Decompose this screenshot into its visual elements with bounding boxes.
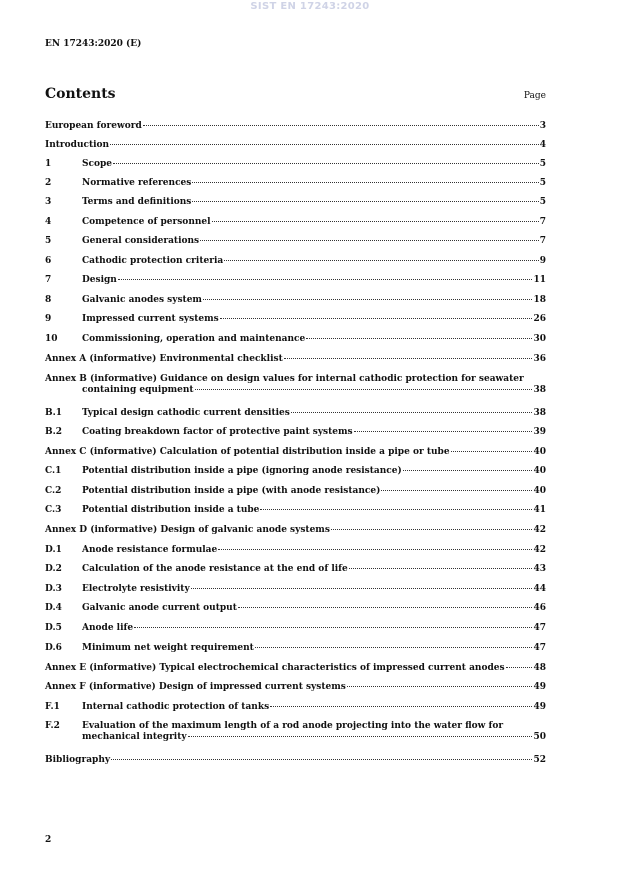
toc-entry[interactable] (45, 623, 546, 634)
toc-entry-title: Annex F (informative) Design of impressed current systems (45, 682, 346, 692)
toc-entry-number: F.1 (45, 702, 60, 712)
toc-entry[interactable] (45, 603, 546, 614)
toc-entry[interactable] (45, 354, 546, 365)
toc-entry[interactable] (45, 275, 546, 286)
dot-leader (349, 568, 533, 569)
toc-entry-title: Terms and definitions (82, 197, 192, 207)
toc-entry-number: 3 (45, 197, 52, 207)
toc-entry-number: 2 (45, 178, 52, 188)
toc-entry-title: Annex B (informative) Guidance on design values for internal cathodic protection for seawater (45, 374, 524, 384)
toc-entry-title: Bibliography (45, 755, 111, 765)
toc-entry[interactable] (45, 663, 546, 674)
dot-leader (218, 549, 532, 550)
toc-entry-number: C.3 (45, 505, 62, 515)
toc-entry[interactable] (45, 295, 546, 306)
toc-entry-number: 4 (45, 217, 52, 227)
dot-leader (203, 299, 533, 300)
toc-entry-page: 47 (533, 623, 546, 633)
toc-entry-page: 43 (533, 564, 546, 574)
toc-entry-page: 38 (533, 385, 546, 395)
toc-entry-number: B.1 (45, 408, 63, 418)
toc-entry-title: Annex D (informative) Design of galvanic anode systems (45, 525, 330, 535)
toc-entry-number: 9 (45, 314, 52, 324)
document-id: EN 17243:2020 (E) (45, 39, 142, 49)
toc-entry-number: 7 (45, 275, 52, 285)
toc-entry-page: 4 (539, 140, 546, 150)
dot-leader (306, 338, 532, 339)
toc-entry-page: 50 (533, 732, 546, 742)
toc-entry[interactable] (45, 121, 546, 132)
toc-entry[interactable] (45, 564, 546, 575)
toc-entry-page: 5 (539, 159, 546, 169)
dot-leader (192, 201, 538, 202)
toc-entry-page: 40 (533, 447, 546, 457)
toc-entry[interactable] (45, 236, 546, 247)
dot-leader (403, 470, 533, 471)
toc-entry[interactable] (45, 217, 546, 228)
page-title: Contents (45, 86, 116, 102)
dot-leader (260, 509, 532, 510)
toc-entry-title: Calculation of the anode resistance at the end of life (82, 564, 348, 574)
toc-entry[interactable] (45, 427, 546, 438)
toc-entry-number: C.1 (45, 466, 62, 476)
toc-entry-page: 40 (533, 466, 546, 476)
toc-entry-page: 36 (533, 354, 546, 364)
toc-entry-title: Internal cathodic protection of tanks (82, 702, 270, 712)
toc-entry[interactable] (45, 486, 546, 497)
toc-entry-number: D.1 (45, 545, 62, 555)
toc-entry-title: Normative references (82, 178, 192, 188)
toc-entry-title: Introduction (45, 140, 110, 150)
toc-entry-number: 5 (45, 236, 52, 246)
toc-entry-page: 48 (533, 663, 546, 673)
dot-leader (255, 647, 533, 648)
toc-entry-title: Annex E (informative) Typical electrochemical characteristics of impressed current anodes (45, 663, 505, 673)
toc-entry-page: 5 (539, 197, 546, 207)
dot-leader (195, 389, 533, 390)
dot-leader (354, 431, 533, 432)
toc-entry-title: Annex C (informative) Calculation of potential distribution inside a pipe or tube (45, 447, 450, 457)
dot-leader (192, 182, 538, 183)
dot-leader (347, 686, 533, 687)
dot-leader (220, 318, 533, 319)
toc-entry-title: Galvanic anodes system (82, 295, 202, 305)
toc-entry-title-continued: containing equipment (82, 385, 194, 395)
page-number: 2 (45, 835, 52, 845)
toc-entry-page: 11 (533, 275, 546, 285)
dot-leader (191, 588, 533, 589)
dot-leader (143, 125, 539, 126)
dot-leader (224, 260, 539, 261)
toc-entry-number: D.6 (45, 643, 62, 653)
toc-entry[interactable] (45, 721, 546, 743)
toc-entry-page: 9 (539, 256, 546, 266)
toc-entry-page: 41 (533, 505, 546, 515)
page-column-label: Page (523, 91, 546, 101)
toc-entry[interactable] (45, 755, 546, 766)
dot-leader (200, 240, 539, 241)
toc-entry-title: Commissioning, operation and maintenance (82, 334, 306, 344)
toc-entry-title: Anode resistance formulae (82, 545, 218, 555)
toc-entry-number: 8 (45, 295, 52, 305)
watermark: SIST EN 17243:2020 (250, 1, 370, 12)
toc-entry-number: C.2 (45, 486, 62, 496)
toc-entry[interactable] (45, 140, 546, 151)
toc-entry-page: 30 (533, 334, 546, 344)
toc-entry-title: Potential distribution inside a pipe (ignoring anode resistance) (82, 466, 402, 476)
dot-leader (238, 607, 533, 608)
toc-entry[interactable] (45, 682, 546, 693)
dot-leader (111, 759, 532, 760)
toc-entry-number: D.3 (45, 584, 62, 594)
dot-leader (134, 627, 532, 628)
toc-entry[interactable] (45, 408, 546, 419)
toc-entry-title: Minimum net weight requirement (82, 643, 254, 653)
toc-entry-title: Potential distribution inside a pipe (with anode resistance) (82, 486, 381, 496)
dot-leader (110, 144, 539, 145)
dot-leader (506, 667, 533, 668)
toc-entry[interactable] (45, 314, 546, 325)
dot-leader (291, 412, 533, 413)
dot-leader (284, 358, 533, 359)
toc-entry-number: F.2 (45, 721, 60, 731)
toc-entry-number: 10 (45, 334, 58, 344)
toc-entry-page: 42 (533, 545, 546, 555)
toc-entry-title: Potential distribution inside a tube (82, 505, 260, 515)
toc-entry[interactable] (45, 197, 546, 208)
toc-entry[interactable] (45, 334, 546, 345)
toc-entry[interactable] (45, 178, 546, 189)
dot-leader (451, 451, 533, 452)
toc-entry-page: 40 (533, 486, 546, 496)
toc-entry-page: 3 (539, 121, 546, 131)
toc-entry-title: European foreword (45, 121, 142, 131)
dot-leader (270, 706, 532, 707)
toc-entry-page: 18 (533, 295, 546, 305)
toc-entry[interactable] (45, 643, 546, 654)
toc-entry-number: B.2 (45, 427, 63, 437)
toc-entry-page: 49 (533, 682, 546, 692)
toc-entry-title: Competence of personnel (82, 217, 211, 227)
toc-entry-number: 1 (45, 159, 52, 169)
toc-entry-page: 7 (539, 236, 546, 246)
toc-entry-title: Typical design cathodic current densities (82, 408, 290, 418)
toc-entry-page: 5 (539, 178, 546, 188)
toc-entry[interactable] (45, 447, 546, 458)
toc-entry-number: D.4 (45, 603, 62, 613)
toc-entry-number: 6 (45, 256, 52, 266)
toc-entry-title: Design (82, 275, 117, 285)
toc-entry-title: Electrolyte resistivity (82, 584, 190, 594)
toc-entry-title: Coating breakdown factor of protective paint systems (82, 427, 353, 437)
toc-entry-title: General considerations (82, 236, 200, 246)
dot-leader (212, 221, 539, 222)
toc-entry-page: 47 (533, 643, 546, 653)
toc-entry-page: 44 (533, 584, 546, 594)
toc-entry-number: D.5 (45, 623, 62, 633)
toc-entry[interactable] (45, 159, 546, 170)
toc-entry-title: Cathodic protection criteria (82, 256, 224, 266)
toc-entry-page: 46 (533, 603, 546, 613)
toc-entry[interactable] (45, 466, 546, 477)
toc-entry[interactable] (45, 374, 546, 396)
toc-entry-title: Scope (82, 159, 113, 169)
toc-entry[interactable] (45, 702, 546, 713)
toc-entry-title: Evaluation of the maximum length of a rod anode projecting into the water flow for (82, 721, 504, 731)
dot-leader (113, 163, 539, 164)
toc-entry[interactable] (45, 256, 546, 267)
toc-entry[interactable] (45, 545, 546, 556)
toc-entry-page: 42 (533, 525, 546, 535)
toc-entry-title: Annex A (informative) Environmental checklist (45, 354, 283, 364)
toc-entry-number: D.2 (45, 564, 62, 574)
toc-entry-title: Galvanic anode current output (82, 603, 237, 613)
dot-leader (331, 529, 533, 530)
toc-entry[interactable] (45, 525, 546, 536)
toc-entry-page: 52 (533, 755, 546, 765)
toc-entry-title: Impressed current systems (82, 314, 219, 324)
toc-entry-title: Anode life (82, 623, 134, 633)
toc-entry-page: 7 (539, 217, 546, 227)
toc-entry[interactable] (45, 505, 546, 516)
dot-leader (381, 490, 532, 491)
dot-leader (188, 736, 533, 737)
toc-entry-page: 38 (533, 408, 546, 418)
toc-entry-title-continued: mechanical integrity (82, 732, 187, 742)
toc-entry-page: 26 (533, 314, 546, 324)
dot-leader (118, 279, 533, 280)
toc-entry-page: 49 (533, 702, 546, 712)
toc-entry-page: 39 (533, 427, 546, 437)
toc-entry[interactable] (45, 584, 546, 595)
